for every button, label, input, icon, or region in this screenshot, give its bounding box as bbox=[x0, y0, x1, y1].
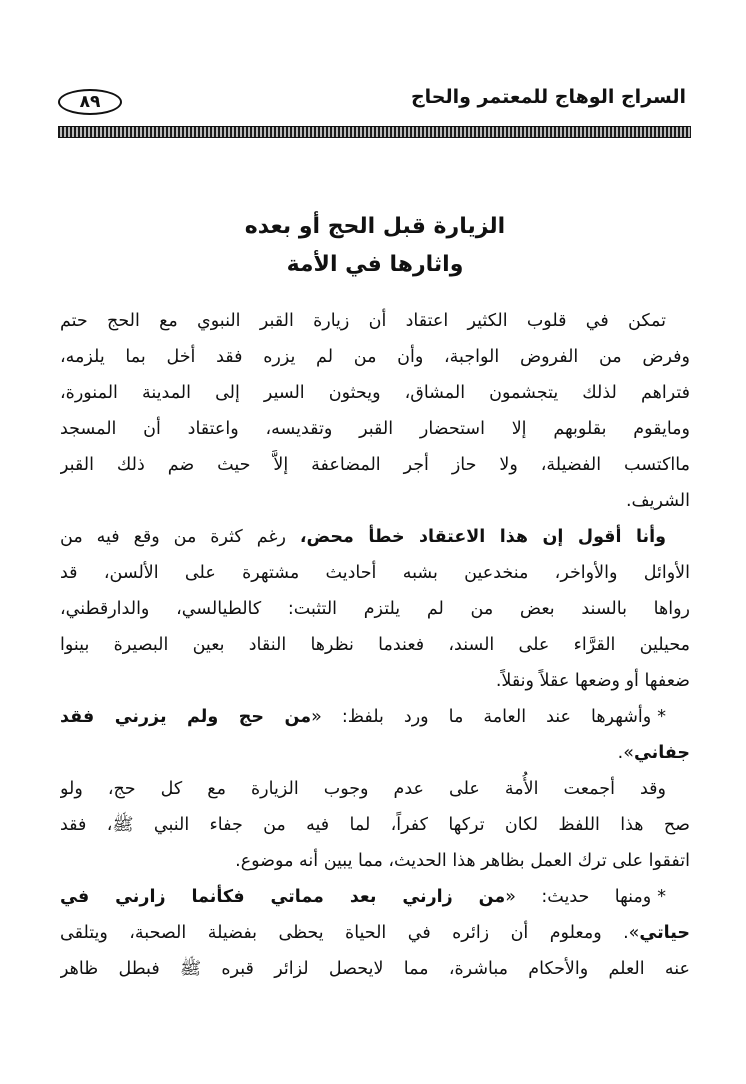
page-number-label: ٨٩ bbox=[79, 92, 101, 112]
text-line: عنه العلم والأحكام مباشرة، مما لايحصل لزائر قبره ﷺ فبطل ظاهر bbox=[60, 959, 690, 979]
bold-lead: وأنا أقول إن هذا الاعتقاد خطأ محض، bbox=[299, 527, 666, 547]
text-line: وفرض من الفروض الواجبة، وأن من لم يزره فقد أخل بما يلزمه، bbox=[60, 347, 690, 367]
text-line: تمكن في قلوب الكثير اعتقاد أن زيارة القبر النبوي مع الحج حتم bbox=[60, 311, 666, 331]
text-line: الأوائل والأواخر، منخدعين بشبه أحاديث مشتهرة على الألسن، قد bbox=[60, 563, 690, 583]
paragraph-5 bbox=[60, 879, 690, 987]
text-fragment: ومنها حديث: « bbox=[505, 887, 652, 907]
text-line bbox=[60, 915, 690, 951]
text-fragment: رغم كثرة من وقع فيه من bbox=[60, 527, 300, 547]
text-line: رواها بالسند بعض من لم يلتزم التثبت: كالطيالسي، والدارقطني، bbox=[60, 599, 690, 619]
hadith-quote: من حج ولم يزرني فقد bbox=[60, 707, 312, 727]
text-fragment: ». bbox=[617, 743, 634, 763]
text-line: محيلين القرَّاء على السند، فعندما نظرها النقاد بعين البصيرة بينوا bbox=[60, 635, 690, 655]
paragraph-4 bbox=[60, 771, 690, 879]
hadith-quote-end: جفاني bbox=[633, 743, 690, 763]
text-line: فتراهم لذلك يتجشمون المشاق، ويحثون السير إلى المدينة المنورة، bbox=[60, 383, 690, 403]
text-line: صح هذا اللفظ لكان تركها كفراً، لما فيه من جفاء النبي ﷺ، فقد bbox=[60, 815, 690, 835]
text-line: مااكتسب الفضيلة، ولا حاز أجر المضاعفة إلاَّ حيث ضم ذلك القبر bbox=[60, 455, 690, 475]
hadith-quote: من زارني بعد مماتي فكأنما زارني في bbox=[60, 887, 506, 907]
text-line: الشريف. bbox=[625, 491, 690, 511]
text-fragment: ومعلوم أن زائره في الحياة يحظى بفضيلة الصحبة، ويتلقى bbox=[60, 923, 624, 943]
hadith-quote-end: حياتي bbox=[639, 923, 690, 943]
paragraph-1 bbox=[60, 303, 690, 519]
heading-line-2: واثارها في الأمة bbox=[286, 252, 464, 277]
text-line bbox=[60, 879, 690, 915]
text-line: وقد أجمعت الأُمة على عدم وجوب الزيارة مع كل حج، ولو bbox=[60, 779, 666, 799]
body-text bbox=[60, 303, 690, 987]
text-line bbox=[60, 735, 690, 771]
paragraph-2 bbox=[60, 519, 690, 699]
header-divider bbox=[58, 126, 691, 138]
section-heading bbox=[60, 208, 690, 284]
paragraph-3 bbox=[60, 699, 690, 771]
page-number bbox=[58, 89, 122, 115]
asterisk-marker: * bbox=[657, 707, 666, 727]
text-fragment: ». bbox=[623, 923, 640, 943]
running-title: السراج الوهاج للمعتمر والحاج bbox=[410, 86, 686, 108]
asterisk-marker: * bbox=[657, 887, 666, 907]
heading-line-1: الزيارة قبل الحج أو بعده bbox=[244, 214, 506, 239]
text-fragment: وأشهرها عند العامة ما ورد بلفظ: « bbox=[311, 707, 652, 727]
text-line: ضعفها أو وضعها عقلاً ونقلاً. bbox=[495, 671, 690, 691]
text-line: اتفقوا على ترك العمل بظاهر هذا الحديث، مما يبين أنه موضوع. bbox=[235, 851, 690, 871]
text-line bbox=[60, 519, 690, 555]
text-line: ومايقوم بقلوبهم إلا استحضار القبر وتقديسه، واعتقاد أن المسجد bbox=[60, 419, 690, 439]
text-line bbox=[60, 699, 690, 735]
